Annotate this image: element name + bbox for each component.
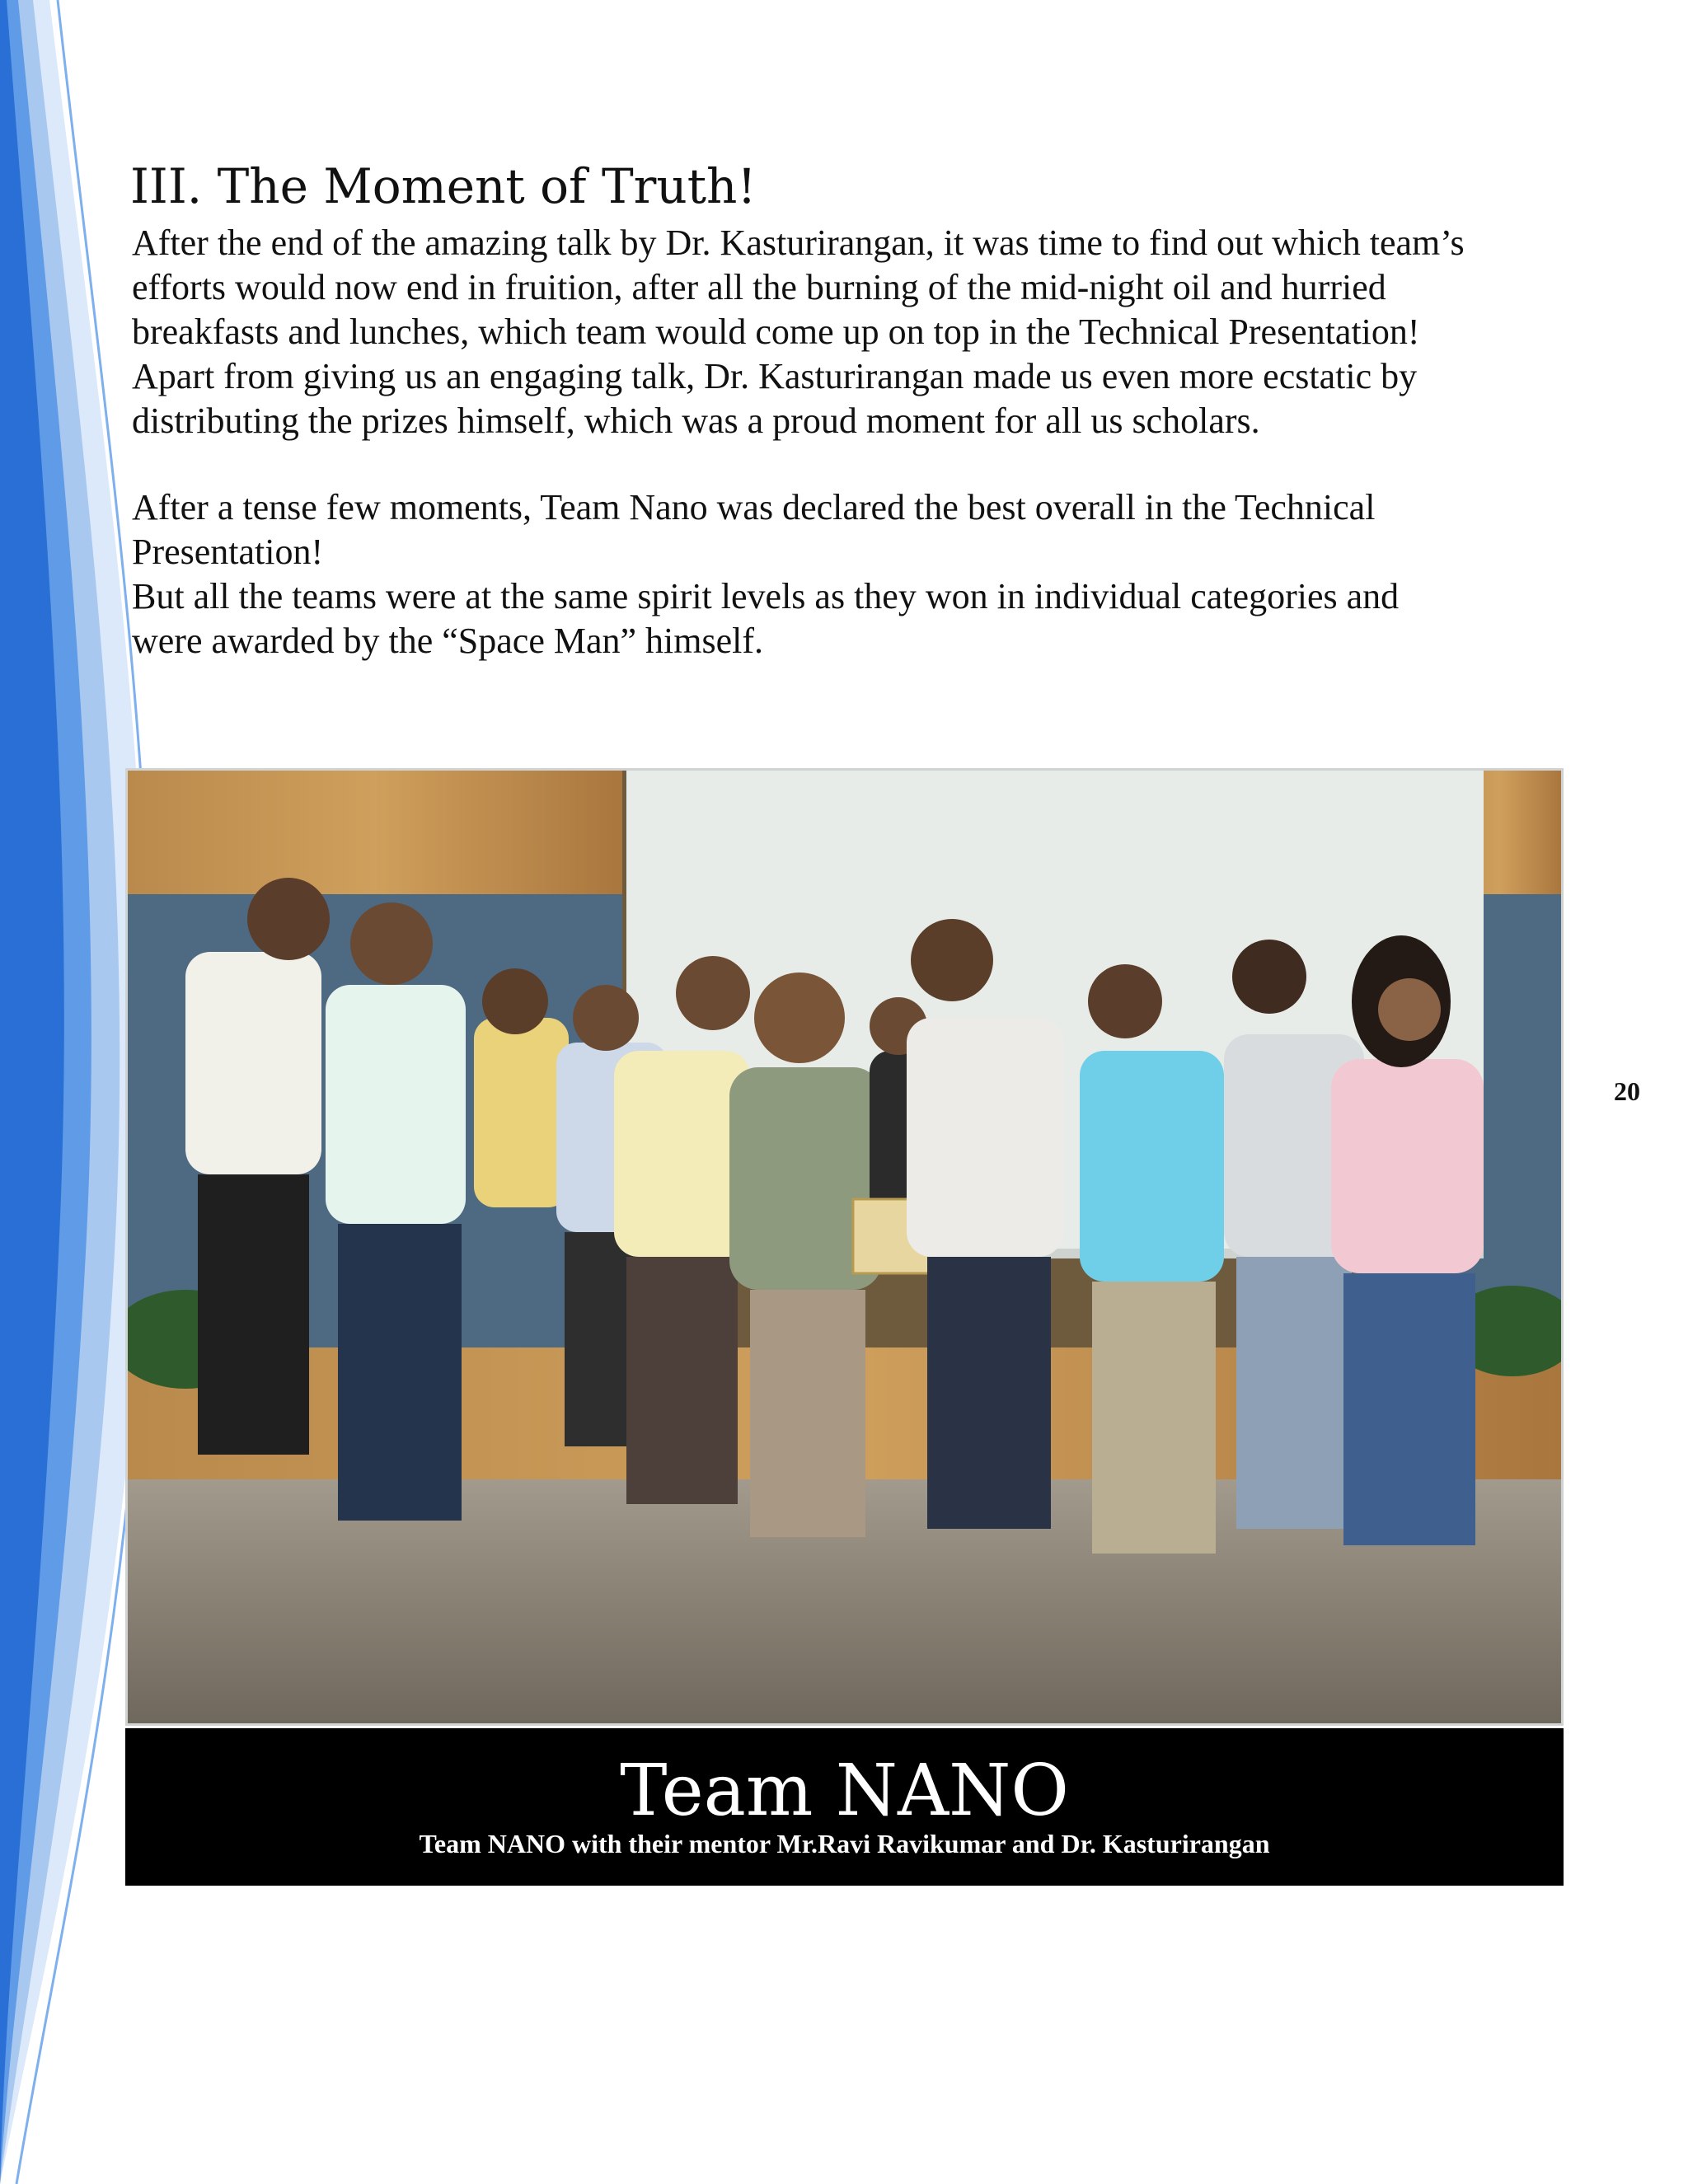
text-line: Apart from giving us an engaging talk, Dr. Kasturirangan made us even more ecstatic by [132,356,1418,396]
text-line: Presentation! [132,532,324,572]
text-line: were awarded by the “Space Man” himself. [132,621,764,661]
page-number: 20 [1614,1076,1640,1106]
paragraph-results-intro [132,221,1582,443]
team-photo [125,768,1564,1726]
section-heading: III. The Moment of Truth! [130,158,757,214]
text-line: After a tense few moments, Team Nano was declared the best overall in the Technical [132,487,1376,527]
caption-title: Team NANO [620,1750,1069,1832]
text-line: breakfasts and lunches, which team would come up on top in the Technical Presentation! [132,312,1420,352]
text-line: efforts would now end in fruition, after all the burning of the mid-night oil and hurried [132,267,1386,307]
text-line: But all the teams were at the same spirit levels as they won in individual categories and [132,576,1400,616]
text-line: After the end of the amazing talk by Dr. Kasturirangan, it was time to find out which team’s [132,223,1465,263]
paragraph-team-nano-win [132,485,1582,663]
text-line: distributing the prizes himself, which was a proud moment for all us scholars. [132,401,1260,441]
caption-subtitle: Team NANO with their mentor Mr.Ravi Ravikumar and Dr. Kasturirangan [419,1829,1270,1858]
team-photo-illustration [128,771,1561,1723]
photo-caption-bar [125,1728,1564,1886]
